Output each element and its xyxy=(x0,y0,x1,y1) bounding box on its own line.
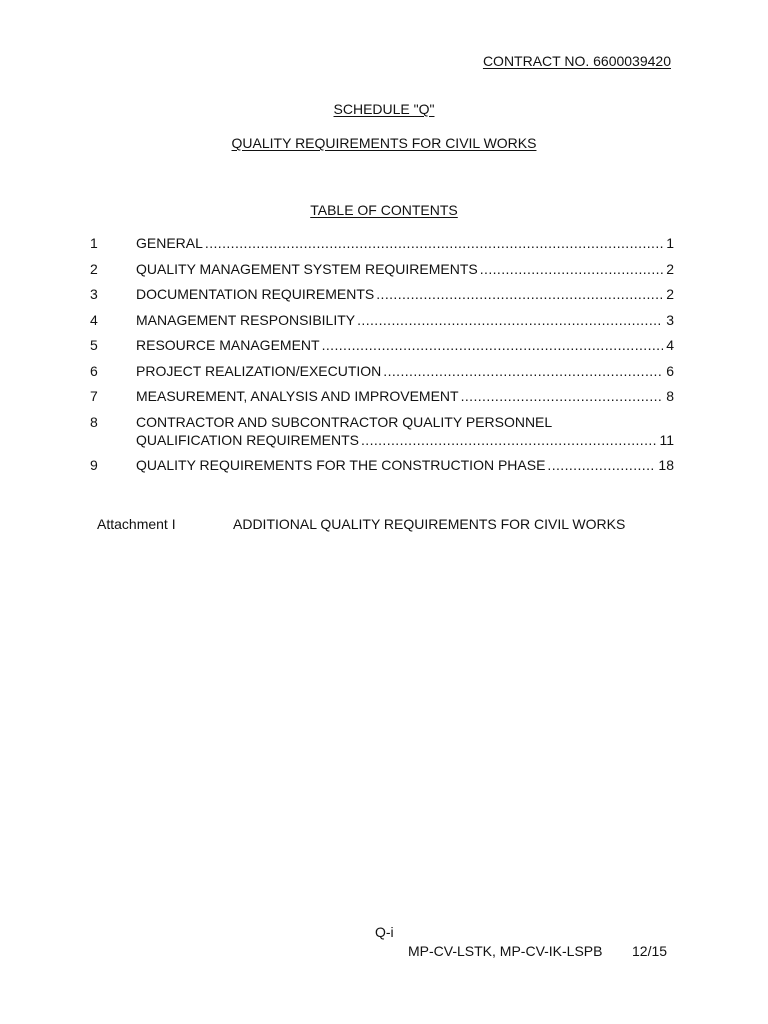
toc-entry-title: QUALITY MANAGEMENT SYSTEM REQUIREMENTS xyxy=(136,260,478,277)
toc-leader-dots xyxy=(361,431,656,449)
toc-entry-number: 2 xyxy=(90,260,98,277)
toc-entry-number: 6 xyxy=(90,362,98,379)
toc-leader-dots xyxy=(357,311,663,329)
document-title: QUALITY REQUIREMENTS FOR CIVIL WORKS xyxy=(231,135,537,151)
toc-entry-page: 2 xyxy=(666,260,674,277)
footer-reference: MP-CV-LSTK, MP-CV-IK-LSPB xyxy=(408,943,603,959)
attachment-label: Attachment I xyxy=(97,516,176,532)
toc-entry-line xyxy=(136,413,674,431)
toc-entry xyxy=(90,456,674,474)
toc-entry-number: 4 xyxy=(90,311,98,328)
toc-entry-title: DOCUMENTATION REQUIREMENTS xyxy=(136,286,375,302)
attachment-title: ADDITIONAL QUALITY REQUIREMENTS FOR CIVIL WORKS xyxy=(233,516,626,532)
toc-entry-line xyxy=(136,285,674,303)
toc-heading: TABLE OF CONTENTS xyxy=(310,202,458,218)
toc-entry-number: 3 xyxy=(90,286,98,302)
toc-leader-dots xyxy=(480,260,663,278)
toc-entry-number: 1 xyxy=(90,235,98,251)
toc-entry-body xyxy=(136,387,674,405)
toc-entry-body xyxy=(136,456,674,474)
footer-date: 12/15 xyxy=(632,943,668,959)
toc-entry-page: 3 xyxy=(666,311,674,328)
toc-leader-dots xyxy=(205,234,663,252)
toc-entry-body xyxy=(136,260,674,278)
toc-entry xyxy=(90,362,674,380)
toc-entry-title: MEASUREMENT, ANALYSIS AND IMPROVEMENT xyxy=(136,388,459,404)
toc-leader-dots xyxy=(322,336,664,354)
toc-entry-title: CONTRACTOR AND SUBCONTRACTOR QUALITY PERSONNEL xyxy=(136,413,553,430)
toc-entry-line xyxy=(136,362,674,380)
toc-entry-page: 4 xyxy=(666,337,674,353)
toc-leader-dots xyxy=(376,285,663,303)
toc-entry-page: 18 xyxy=(658,457,674,473)
toc-entry-number: 8 xyxy=(90,413,98,430)
toc-entry-title: GENERAL xyxy=(136,235,203,251)
toc-entry-body xyxy=(136,234,674,252)
toc-leader-dots xyxy=(461,387,664,405)
toc-entry xyxy=(90,413,674,449)
toc-entry xyxy=(90,234,674,252)
schedule-title: SCHEDULE "Q" xyxy=(333,101,435,117)
toc-entry-title: QUALITY REQUIREMENTS FOR THE CONSTRUCTION PHASE xyxy=(136,457,546,473)
toc-entry-body xyxy=(136,285,674,303)
toc-entry-line xyxy=(136,387,674,405)
toc-leader-dots xyxy=(383,362,663,380)
toc-entry-body xyxy=(136,311,674,329)
page-number: Q-i xyxy=(375,924,394,940)
toc-entry xyxy=(90,260,674,278)
toc-entry-title: QUALIFICATION REQUIREMENTS xyxy=(136,431,359,448)
toc-entry-title: MANAGEMENT RESPONSIBILITY xyxy=(136,311,356,328)
toc-entry-body xyxy=(136,362,674,380)
contract-number: CONTRACT NO. 6600039420 xyxy=(482,53,671,69)
toc-entry xyxy=(90,387,674,405)
toc-entry-line xyxy=(136,260,674,278)
toc-entry-body xyxy=(136,413,674,449)
toc-entry-line xyxy=(136,234,674,252)
toc-entry-page: 11 xyxy=(659,431,674,448)
toc-entry-title: PROJECT REALIZATION/EXECUTION xyxy=(136,362,382,379)
toc-entry-page: 6 xyxy=(666,362,674,379)
toc-entry-title: RESOURCE MANAGEMENT xyxy=(136,337,320,353)
table-of-contents xyxy=(90,234,674,482)
toc-entry-page: 2 xyxy=(666,286,674,302)
toc-entry-page: 8 xyxy=(666,388,674,404)
toc-entry-number: 9 xyxy=(90,457,98,473)
toc-entry-body xyxy=(136,336,674,354)
toc-entry xyxy=(90,336,674,354)
toc-entry-line xyxy=(136,431,674,449)
toc-leader-dots xyxy=(547,456,655,474)
toc-entry-number: 5 xyxy=(90,337,98,353)
toc-entry-line xyxy=(136,456,674,474)
toc-entry xyxy=(90,285,674,303)
toc-entry-line xyxy=(136,336,674,354)
toc-entry-line xyxy=(136,311,674,329)
toc-entry xyxy=(90,311,674,329)
toc-entry-page: 1 xyxy=(666,235,674,251)
toc-entry-number: 7 xyxy=(90,388,98,404)
